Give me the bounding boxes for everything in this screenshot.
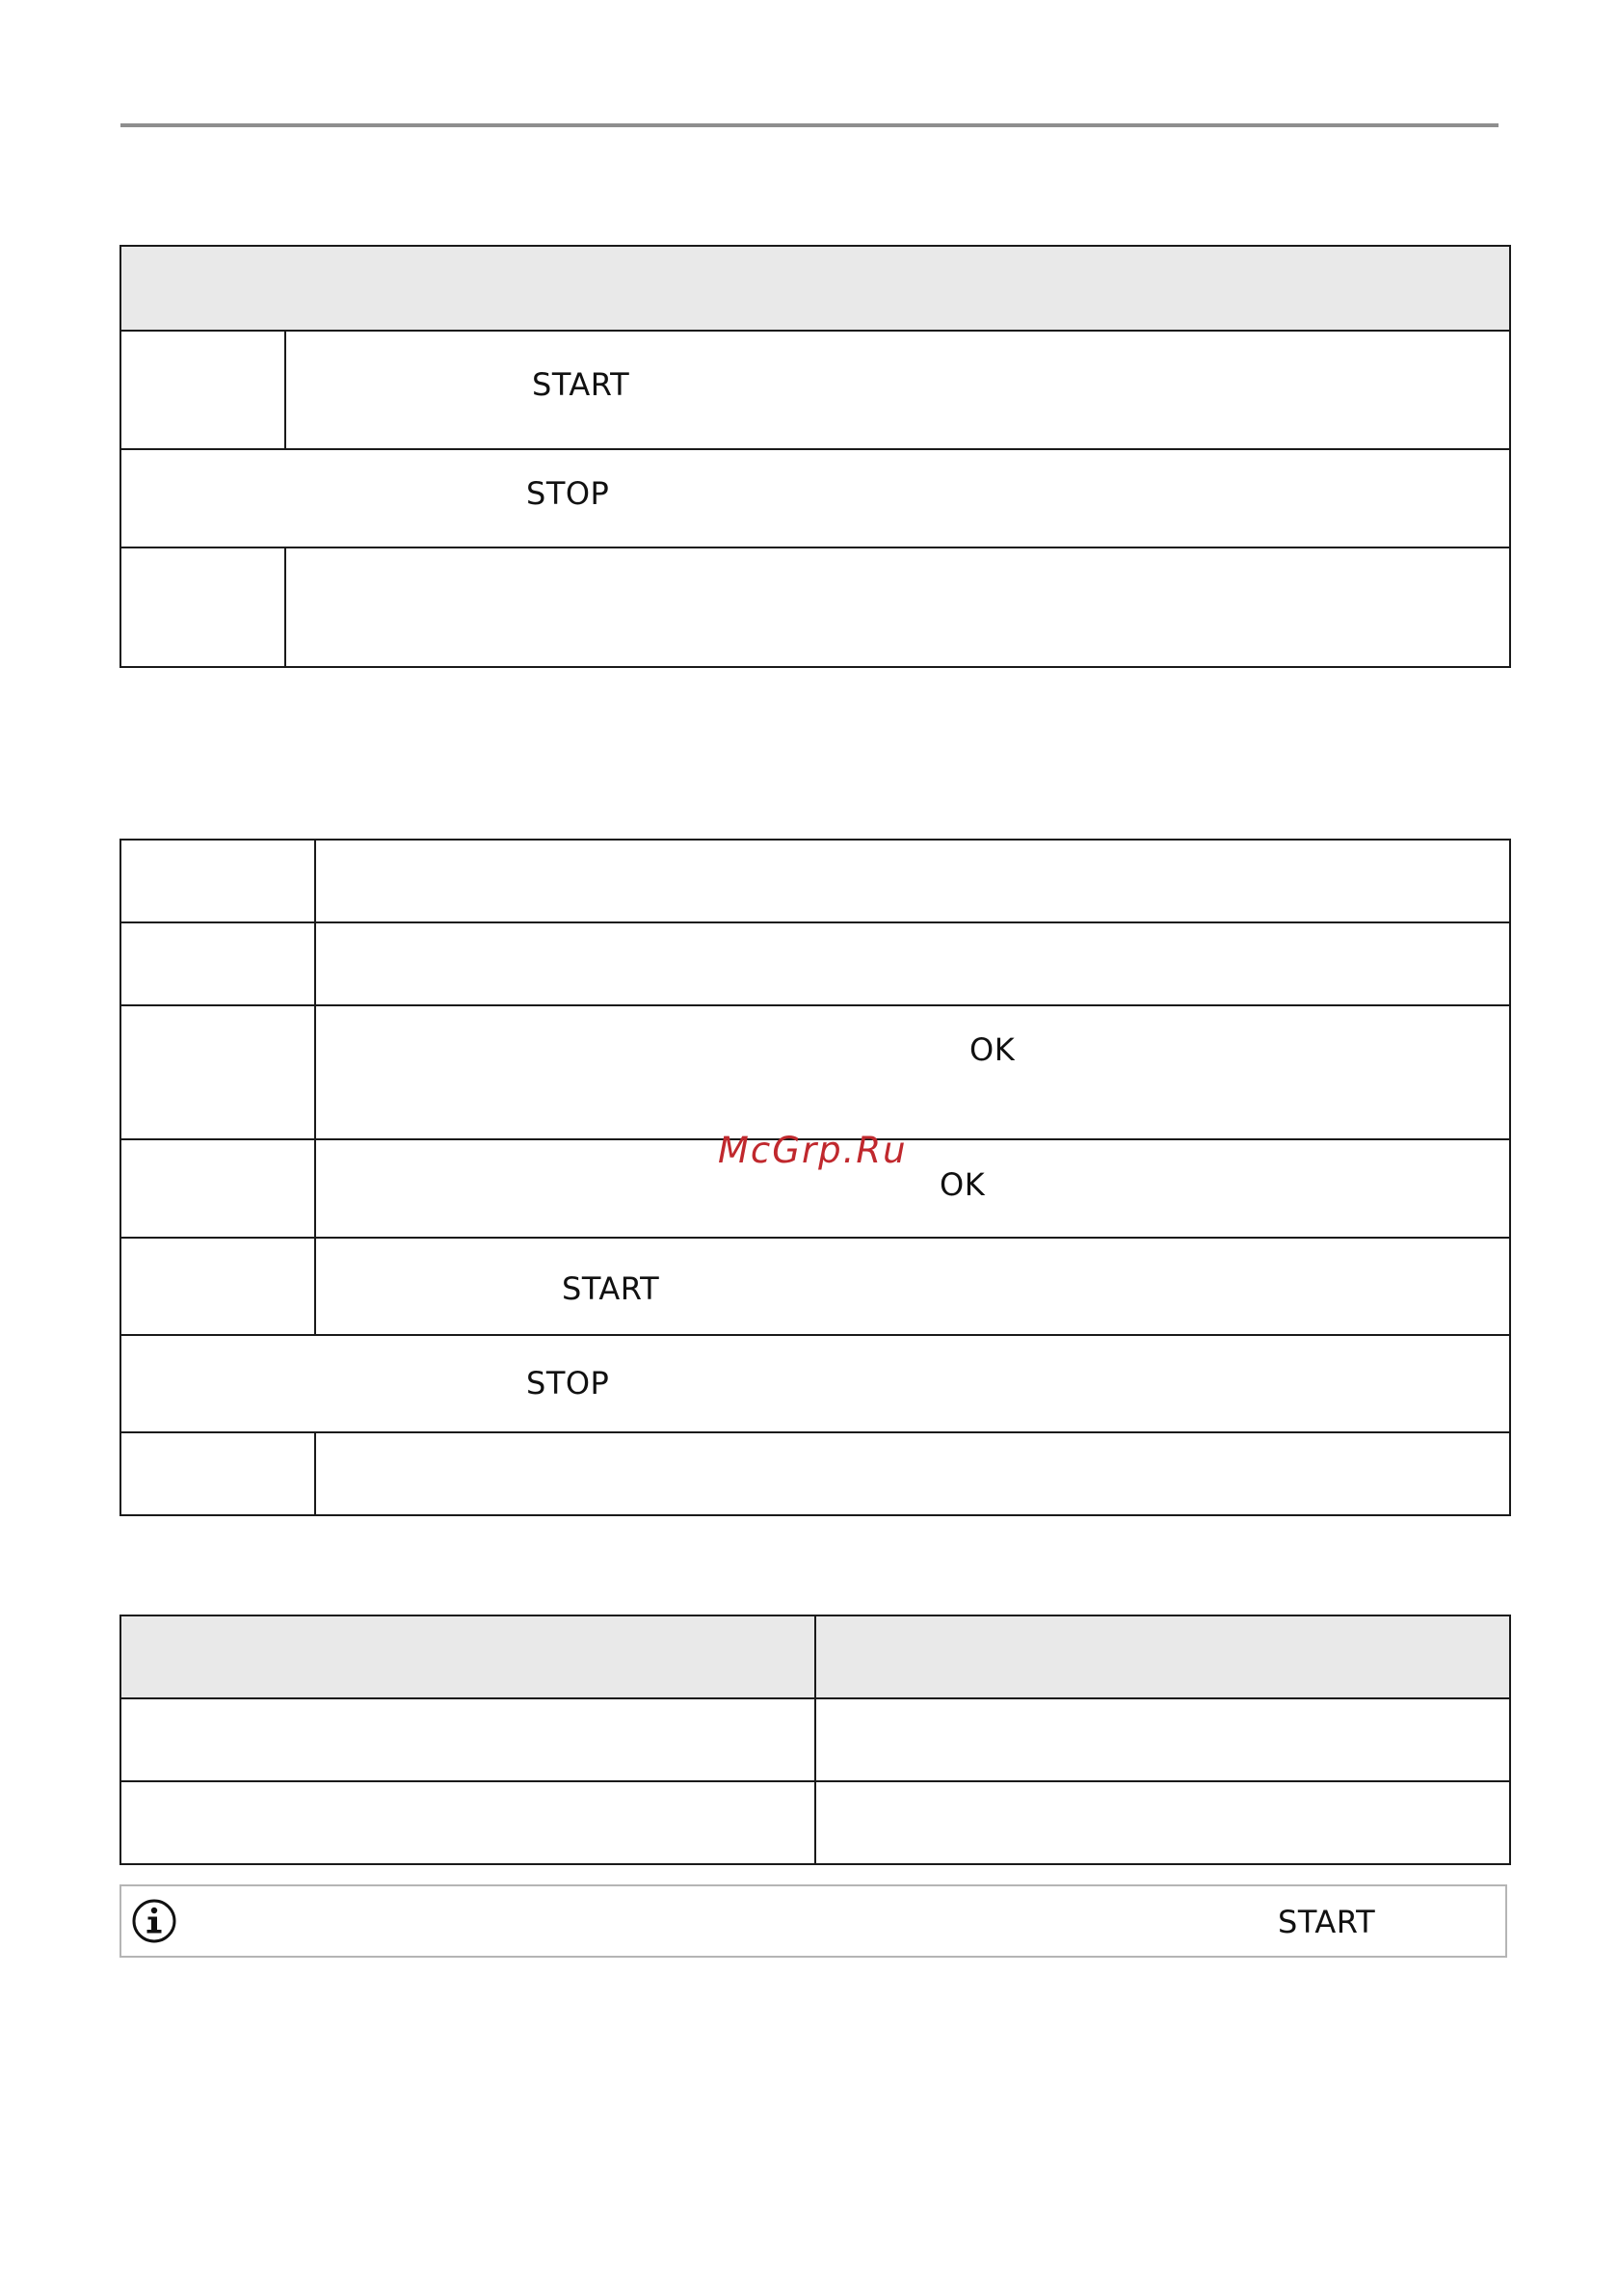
stop-button-label: STOP: [526, 475, 610, 512]
step-text-cell: [285, 331, 1510, 449]
table-row: [120, 1781, 1510, 1864]
step-text-cell: [315, 1432, 1510, 1515]
step-label-cell: [120, 547, 285, 667]
step-label-cell: [120, 1005, 315, 1139]
table-header-cell: [815, 1615, 1510, 1698]
table-cell: [120, 1698, 815, 1781]
header-rule: [120, 123, 1499, 127]
table-header-row: [120, 1615, 1510, 1698]
table-row: [120, 331, 1510, 449]
table-header-cell: [120, 246, 1510, 331]
info-note: [119, 1884, 1507, 1958]
table-cell: [815, 1698, 1510, 1781]
table-row: [120, 840, 1510, 922]
full-width-cell: [120, 449, 1510, 547]
info-icon: [131, 1898, 177, 1944]
table-row: [120, 1698, 1510, 1781]
step-text-cell: [315, 922, 1510, 1005]
table-cell: [815, 1781, 1510, 1864]
table-row: [120, 1005, 1510, 1139]
step-label-cell: [120, 1432, 315, 1515]
start-button-label: START: [1278, 1904, 1376, 1940]
step-label-cell: [120, 331, 285, 449]
table-cell: [120, 1781, 815, 1864]
step-text-cell: [315, 1139, 1510, 1238]
step-text-cell: [315, 840, 1510, 922]
two-column-table: [119, 1615, 1511, 1865]
ok-button-label: OK: [940, 1166, 986, 1203]
step-label-cell: [120, 1238, 315, 1335]
table-row: [120, 1432, 1510, 1515]
watermark: McGrp.Ru: [718, 1130, 908, 1171]
procedure-table-1: [119, 245, 1511, 668]
step-label-cell: [120, 922, 315, 1005]
step-text-cell: [315, 1238, 1510, 1335]
step-label-cell: [120, 1139, 315, 1238]
step-text-cell: [285, 547, 1510, 667]
start-button-label: START: [532, 366, 630, 403]
full-width-cell: [120, 1335, 1510, 1432]
table-row: [120, 1238, 1510, 1335]
start-button-label: START: [562, 1270, 660, 1307]
table-row: [120, 922, 1510, 1005]
step-label-cell: [120, 840, 315, 922]
table-row: [120, 547, 1510, 667]
ok-button-label: OK: [969, 1031, 1016, 1068]
stop-button-label: STOP: [526, 1365, 610, 1402]
table-row: [120, 449, 1510, 547]
table-row: [120, 1335, 1510, 1432]
procedure-table-2: [119, 839, 1511, 1516]
table-header-cell: [120, 1615, 815, 1698]
table-header-row: [120, 246, 1510, 331]
step-text-cell: [315, 1005, 1510, 1139]
